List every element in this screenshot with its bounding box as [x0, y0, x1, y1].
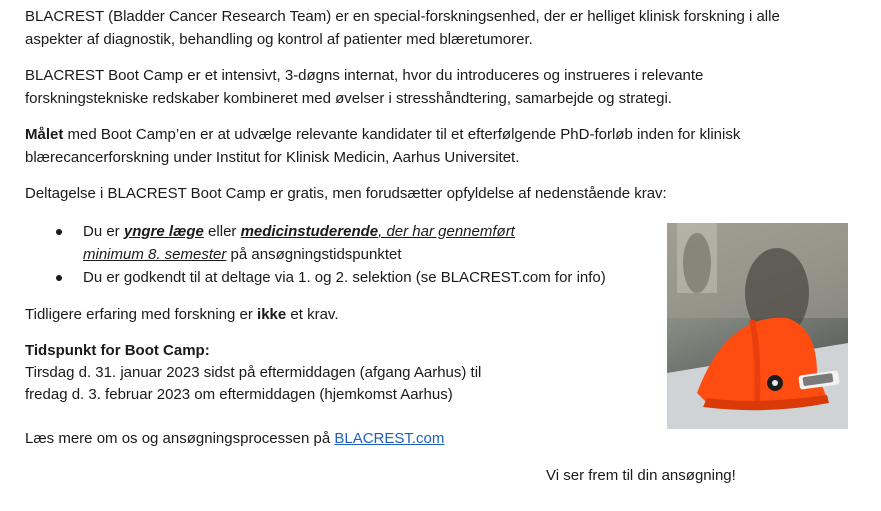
req-young-doctor: yngre læge: [123, 223, 204, 240]
read-more-text: Læs mere om os og ansøgningsprocessen på: [25, 430, 335, 447]
goal-text: med Boot Camp’en er at udvælge relevante kandidater til et efterfølgende PhD-forløb inden for klinisk: [63, 126, 741, 143]
photo-illustration: [667, 223, 848, 429]
exp-text: et krav.: [286, 306, 339, 323]
bootcamp-line-2: forskningstekniske redskaber kombineret med øvelser i stresshåndtering, samarbejde og strategi.: [25, 90, 672, 107]
req-completed: , der har gennemført: [378, 223, 515, 240]
req-text: Du er: [83, 223, 124, 240]
goal-bold: Målet: [25, 126, 64, 143]
schedule-line-2: fredag d. 3. februar 2023 om eftermiddagen (hjemkomst Aarhus): [25, 386, 453, 403]
experience-text: [25, 303, 339, 326]
intro-line-2: aspekter af diagnostik, behandling og kontrol af patienter med blæretumorer.: [25, 31, 533, 48]
bootcamp-line-1: BLACREST Boot Camp er et intensivt, 3-døgns internat, hvor du introduceres og instrueres i relevante: [25, 67, 704, 84]
closing-text: Vi ser frem til din ansøgning!: [546, 467, 736, 484]
read-more-line: [25, 427, 444, 450]
intro-line-1: BLACREST (Bladder Cancer Research Team) er en special-forskningsenhed, der er helliget klinisk forskning i alle: [25, 8, 780, 25]
goal-line-2: blærecancerforskning under Institut for Klinisk Medicin, Aarhus Universitet.: [25, 149, 520, 166]
schedule-heading: Tidspunkt for Boot Camp:: [25, 342, 210, 359]
goal-line-1: [25, 123, 740, 146]
req-text: eller: [203, 223, 241, 240]
requirement-1-line-2: [83, 243, 402, 266]
requirement-1-line-1: [83, 220, 515, 243]
exp-text: Tidligere erfaring med forskning er: [25, 306, 258, 323]
hard-hat-photo: [667, 223, 848, 429]
req-medical-student: medicinstuderende: [240, 223, 379, 240]
schedule-line-1: Tirsdag d. 31. januar 2023 sidst på eftermiddagen (afgang Aarhus) til: [25, 364, 482, 381]
requirement-2: Du er godkendt til at deltage via 1. og 2. selektion (se BLACREST.com for info): [83, 269, 606, 286]
req-semester: minimum 8. semester: [83, 246, 227, 263]
blacrest-link[interactable]: BLACREST.com: [334, 430, 445, 447]
req-text: på ansøgningstidspunktet: [226, 246, 402, 263]
exp-bold: ikke: [257, 306, 287, 323]
bullet-2: [56, 275, 62, 281]
bullet-1: [56, 229, 62, 235]
participation-text: Deltagelse i BLACREST Boot Camp er gratis, men forudsætter opfyldelse af nedenstående krav:: [25, 185, 667, 202]
